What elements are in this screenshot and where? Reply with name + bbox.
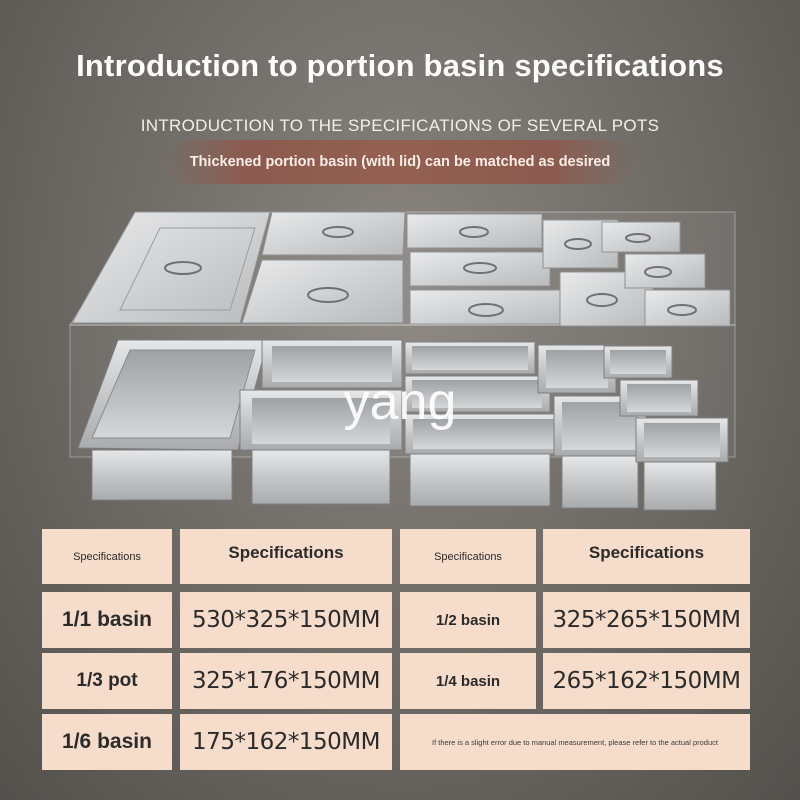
row2-left-value-text: 325*176*150MM — [192, 668, 380, 694]
row1-left-label — [42, 592, 172, 648]
row3-left-value — [180, 714, 392, 770]
header-left-small — [42, 529, 172, 584]
lid-sixth-2 — [625, 254, 705, 288]
row3-left-label-text: 1/6 basin — [62, 730, 152, 753]
header-right-small-text: Specifications — [434, 550, 502, 563]
row2-right-label-text: 1/4 basin — [435, 672, 501, 690]
row1-left-label-text: 1/1 basin — [62, 608, 152, 631]
row2-left-label — [42, 653, 172, 709]
lid-third-2 — [410, 252, 550, 286]
lid-full — [72, 212, 270, 323]
row3-left-label — [42, 714, 172, 770]
lid-sixth-1 — [602, 222, 680, 252]
lid-third-3 — [410, 290, 570, 324]
row1-left-value — [180, 592, 392, 648]
page-title: Introduction to portion basin specifications — [76, 48, 724, 83]
row1-right-value-text: 325*265*150MM — [552, 607, 741, 633]
row2-right-label — [400, 653, 536, 709]
row1-right-value — [543, 592, 750, 648]
lid-sixth-3 — [645, 290, 730, 326]
row1-right-label — [400, 592, 536, 648]
row2-right-value — [543, 653, 750, 709]
banner-pill — [165, 140, 635, 184]
header-right — [543, 529, 750, 584]
watermark-text: yang — [343, 373, 457, 431]
page-subtitle: INTRODUCTION TO THE SPECIFICATIONS OF SEVERAL POTS — [140, 116, 660, 135]
lids-row — [72, 212, 730, 326]
header-left-small-text: Specifications — [73, 550, 141, 563]
lid-half-2 — [242, 260, 403, 323]
row3-left-value-text: 175*162*150MM — [192, 729, 380, 755]
header-left-text: Specifications — [228, 543, 344, 562]
lid-half-1 — [262, 212, 405, 255]
row2-left-value — [180, 653, 392, 709]
row2-left-label-text: 1/3 pot — [76, 670, 138, 691]
header-left — [180, 529, 392, 584]
row3-note — [400, 714, 750, 770]
row1-left-value-text: 530*325*150MM — [192, 607, 380, 633]
row1-right-label-text: 1/2 basin — [435, 611, 501, 629]
header-right-small — [400, 529, 536, 584]
banner-text: Thickened portion basin (with lid) can be matched as desired — [189, 154, 611, 170]
lid-third-1 — [407, 214, 542, 248]
spec-table — [0, 520, 800, 800]
pans-illustration — [0, 200, 800, 520]
row2-right-value-text: 265*162*150MM — [552, 668, 741, 694]
row3-note-text: If there is a slight error due to manual measurement, please refer to the actual product — [432, 737, 718, 747]
header-right-text: Specifications — [588, 543, 705, 562]
